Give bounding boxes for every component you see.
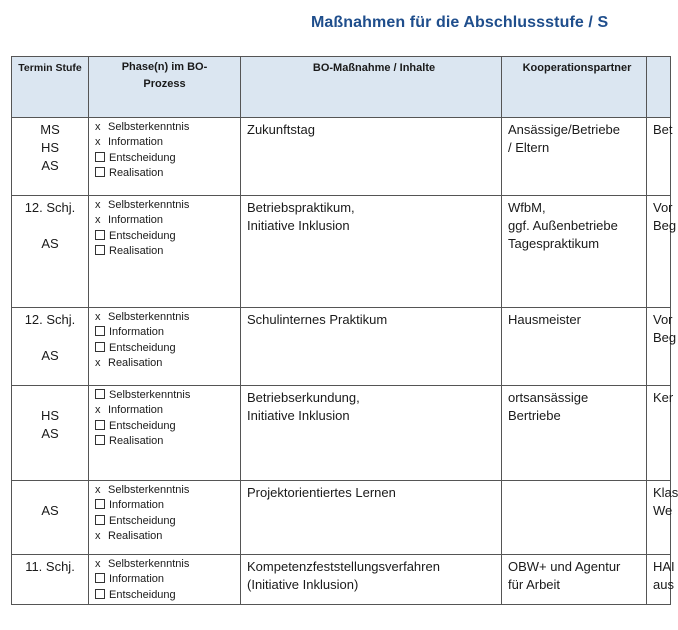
checked-mark-icon: x (95, 484, 101, 496)
table-header-row (12, 57, 671, 118)
phase-item (95, 356, 240, 371)
phase-label: Realisation (109, 166, 164, 179)
termin-line: HS (40, 408, 60, 423)
massnahme-line: Schulinternes Praktikum (247, 312, 388, 327)
termin-line: AS (41, 426, 59, 441)
massnahme-line: Kompetenzfeststellungsverfahren (247, 559, 440, 574)
checked-mark-icon: x (95, 311, 101, 323)
checked-mark-icon: x (95, 121, 101, 133)
extra-line: Bet (653, 122, 673, 137)
phase-label: Realisation (108, 529, 163, 542)
termin-line: 12. Schj. (24, 312, 76, 327)
checkbox-empty-icon (95, 499, 105, 509)
phase-label: Selbsterkenntnis (109, 389, 191, 401)
phase-item (95, 483, 240, 498)
phase-label: Selbsterkenntnis (108, 199, 190, 211)
massnahme-line: Initiative Inklusion (247, 218, 350, 233)
termin-cell (12, 308, 89, 386)
phase-item (95, 213, 240, 228)
phase-label: Entscheidung (109, 514, 176, 527)
partner-line: Bertriebe (508, 408, 561, 423)
termin-line: 11. Schj. (25, 559, 75, 574)
partner-cell (502, 555, 647, 605)
checkbox-empty-icon (95, 167, 105, 177)
checked-mark-icon: x (95, 356, 101, 369)
extra-line: Vor (653, 312, 673, 327)
checked-mark-icon: x (95, 404, 101, 417)
partner-line: WfbM, (508, 200, 546, 215)
phase-item (95, 310, 240, 325)
phase-item (95, 325, 240, 340)
massnahme-line: (Initiative Inklusion) (247, 577, 359, 592)
extra-line: Klas (653, 485, 678, 500)
partner-line: Ansässige/Betriebe (508, 122, 621, 137)
termin-line: 12. Schj. (24, 200, 76, 215)
phase-cell (89, 308, 241, 386)
termin-line (12, 217, 88, 235)
header-partner: Kooperationspartner (502, 57, 647, 118)
partner-line: ggf. Außenbetriebe (508, 218, 618, 233)
phase-cell (89, 386, 241, 481)
partner-line: Tagespraktikum (508, 236, 600, 251)
phase-item (95, 151, 240, 166)
massnahme-line: Betriebspraktikum, (247, 200, 355, 215)
header-extra (647, 57, 671, 118)
phase-label: Information (108, 214, 164, 227)
partner-cell (502, 196, 647, 308)
extra-cell (647, 386, 674, 481)
termin-line: MS (40, 122, 60, 137)
extra-cell (647, 118, 671, 196)
phase-label: Entscheidung (109, 151, 176, 164)
phase-item (95, 434, 240, 449)
phase-item (95, 244, 240, 259)
extra-cell (647, 555, 675, 605)
extra-cell (647, 196, 677, 308)
page-title: Maßnahmen für die Abschlussstufe / S (311, 14, 609, 31)
phase-label: Selbsterkenntnis (108, 558, 190, 570)
phase-cell (89, 118, 241, 196)
checkbox-empty-icon (95, 152, 105, 162)
phase-label: Selbsterkenntnis (108, 311, 190, 323)
partner-line: Hausmeister (508, 312, 581, 327)
extra-line: Beg (653, 218, 677, 233)
partner-cell (502, 308, 647, 386)
phase-label: Information (109, 499, 165, 512)
phase-item (95, 557, 240, 572)
termin-cell (12, 386, 89, 481)
phase-item (95, 572, 240, 587)
termin-line (12, 329, 88, 347)
phase-label: Selbsterkenntnis (108, 121, 190, 133)
phase-item (95, 198, 240, 213)
extra-cell (647, 481, 678, 555)
checkbox-empty-icon (95, 435, 105, 445)
phase-label: Entscheidung (109, 419, 176, 432)
termin-line: HS (40, 140, 60, 155)
termin-line: AS (41, 236, 59, 251)
phase-item (95, 229, 240, 244)
phase-item (95, 120, 240, 135)
checked-mark-icon: x (95, 558, 101, 570)
termin-cell (12, 555, 89, 605)
termin-line (12, 389, 88, 407)
phase-label: Information (108, 404, 164, 417)
phase-item (95, 135, 240, 150)
header-massnahme: BO-Maßnahme / Inhalte (241, 57, 502, 118)
termin-line (12, 484, 88, 502)
massnahme-line: Projektorientiertes Lernen (247, 485, 396, 500)
checkbox-empty-icon (95, 420, 105, 430)
checked-mark-icon: x (95, 529, 101, 542)
checkbox-empty-icon (95, 515, 105, 525)
phase-label: Selbsterkenntnis (108, 484, 190, 496)
checked-mark-icon: x (95, 136, 101, 149)
partner-cell (502, 481, 647, 555)
checkbox-empty-icon (95, 326, 105, 336)
massnahme-cell (241, 386, 502, 481)
phase-label: Entscheidung (109, 229, 176, 242)
termin-cell (12, 481, 89, 555)
table-row (12, 196, 671, 308)
checkbox-empty-icon (95, 342, 105, 352)
partner-line: ortsansässige (508, 390, 589, 405)
checked-mark-icon: x (95, 199, 101, 211)
extra-line: Ker (653, 390, 674, 405)
extra-line: We (653, 503, 673, 518)
partner-line: für Arbeit (508, 577, 561, 592)
phase-item (95, 166, 240, 181)
partner-line: / Eltern (508, 140, 550, 155)
checked-mark-icon: x (95, 214, 101, 227)
massnahme-line: Betriebserkundung, (247, 390, 360, 405)
termin-cell (12, 118, 89, 196)
phase-item (95, 498, 240, 513)
table-row (12, 386, 671, 481)
phase-item (95, 588, 240, 603)
phase-item (95, 388, 240, 403)
massnahme-cell (241, 481, 502, 555)
termin-line: AS (41, 503, 59, 518)
extra-cell (647, 308, 677, 386)
phase-label: Realisation (109, 244, 164, 257)
extra-line: Beg (653, 330, 677, 345)
phase-label: Realisation (109, 434, 164, 447)
table-row (12, 118, 671, 196)
measures-table (11, 56, 678, 605)
massnahme-cell (241, 555, 502, 605)
termin-line: AS (41, 348, 59, 363)
header-phase: Phase(n) im BO-Prozess (89, 57, 241, 118)
table-row (12, 555, 671, 605)
phase-item (95, 514, 240, 529)
extra-line: aus (653, 577, 674, 592)
termin-cell (12, 196, 89, 308)
header-termin: Termin Stufe (12, 57, 89, 118)
massnahme-cell (241, 196, 502, 308)
table-row (12, 481, 671, 555)
partner-cell (502, 118, 647, 196)
partner-cell (502, 386, 647, 481)
massnahme-cell (241, 118, 502, 196)
phase-label: Realisation (108, 356, 163, 369)
extra-line: Vor (653, 200, 673, 215)
checkbox-empty-icon (95, 230, 105, 240)
phase-cell (89, 555, 241, 605)
extra-line: HAI (653, 559, 675, 574)
massnahme-cell (241, 308, 502, 386)
phase-cell (89, 196, 241, 308)
massnahme-line: Zukunftstag (247, 122, 315, 137)
phase-cell (89, 481, 241, 555)
phase-label: Information (109, 326, 165, 339)
table-body (12, 118, 678, 605)
phase-item (95, 419, 240, 434)
checkbox-empty-icon (95, 589, 105, 599)
checkbox-empty-icon (95, 573, 105, 583)
checkbox-empty-icon (95, 245, 105, 255)
phase-label: Entscheidung (109, 588, 176, 601)
phase-label: Information (108, 136, 164, 149)
phase-label: Entscheidung (109, 341, 176, 354)
phase-item (95, 341, 240, 356)
termin-line: AS (41, 158, 59, 173)
partner-line: OBW+ und Agentur (508, 559, 621, 574)
phase-item (95, 403, 240, 418)
table-row (12, 308, 671, 386)
phase-item (95, 529, 240, 544)
phase-label: Information (109, 573, 165, 586)
massnahme-line: Initiative Inklusion (247, 408, 350, 423)
checkbox-empty-icon (95, 389, 105, 399)
